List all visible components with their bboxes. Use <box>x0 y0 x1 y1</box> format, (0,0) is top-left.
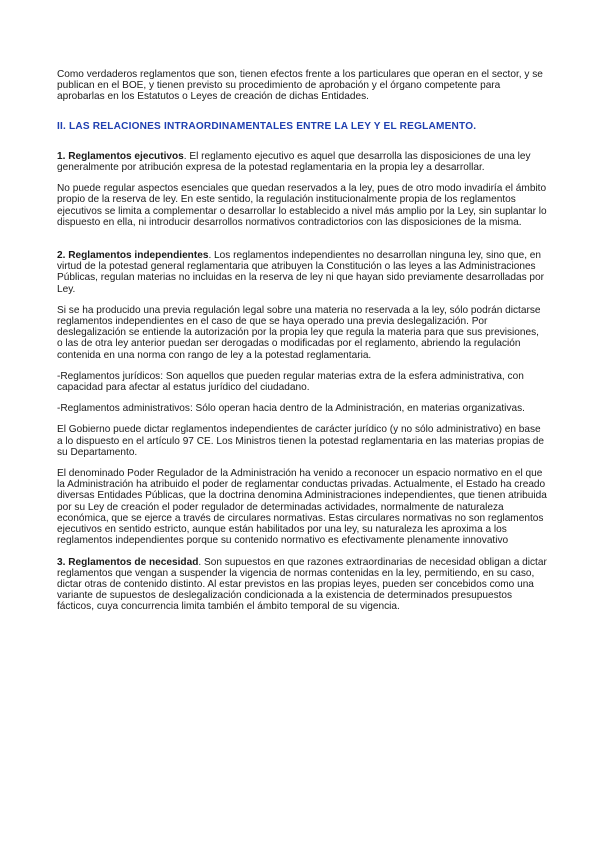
intro-paragraph: Como verdaderos reglamentos que son, tienen efectos frente a los particulares que operan en el sector, y se publican en el BOE, y tienen previsto su procedimiento de aprobación y el órgano competente para aprobarlas en los Estatutos o Leyes de creación de dichas Entidades. <box>57 69 543 103</box>
ejecutivos-paragraph <box>57 151 547 173</box>
reglamentos-administrativos-paragraph: -Reglamentos administrativos: Sólo operan hacia dentro de la Administración, en materias organizativas. <box>57 403 525 415</box>
ejecutivos-text: . El reglamento ejecutivo es aquel que desarrolla las disposiciones de una ley generalmente por atribución expresa de la potestad reglamentaria en la propia ley a desarrollar. <box>57 150 531 174</box>
reglamentos-juridicos-paragraph: -Reglamentos jurídicos: Son aquellos que pueden regular materias extra de la esfera administrativa, con capacidad para afectar al estatus jurídico del ciudadano. <box>57 370 524 394</box>
poder-regulador-paragraph: El denominado Poder Regulador de la Administración ha venido a reconocer un espacio normativo en el que la Administración ha atribuido el poder de reglamentar conductas privadas. Actualmente, el Estado ha creado diversas Entidades Públicas, que la doctrina denomina Administraciones independientes, que tienen atribuida por su Ley de creación el poder regulador de determinadas actividades, normalmente de naturaleza económica, que se ejerce a través de circulares normativas. Estas circulares normativas no son reglamentos ejecutivos en sentido estricto, aunque están habilitados por una ley, su naturaleza les aproxima a los reglamentos independientes porque su contenido normativo es efectivamente plenamente innovativo <box>57 468 547 547</box>
ejecutivos-paragraph-2: No puede regular aspectos esenciales que quedan reservados a la ley, pues de otro modo invadiría el ámbito propio de la reserva de ley. En este sentido, la regulación institucionalmente propia de los reglamentos ejecutivos se limita a complementar o desarrollar lo establecido a nivel más amplio por la Ley, sin suplantar lo dispuesto en ella, ni introducir desarrollos normativos contradictorios con las disposiciones de la misma. <box>57 183 547 228</box>
necesidad-title: 3. Reglamentos de necesidad <box>57 556 199 568</box>
independientes-paragraph <box>57 250 547 295</box>
independientes-text: . Los reglamentos independientes no desarrollan ninguna ley, sino que, en virtud de la potestad general reglamentaria que atribuyen la Constitución o las leyes a las Administraciones Públicas, regulan materias no incluidas en la reserva de ley ni que hayan sido previamente desarrolladas por Ley. <box>57 250 545 295</box>
necesidad-text: . Son supuestos en que razones extraordinarias de necesidad obligan a dictar reglamentos que vengan a suspender la vigencia de normas contenidas en la ley, permitiendo, en su caso, dictar otras de contenido distinto. Al estar previstos en las propias leyes, pueden ser concebidos como una variante de supuestos de deslegalización condicionada a la existencia de determinados presupuestos fácticos, cuya concurrencia limita también el ámbito temporal de su vigencia. <box>57 556 547 613</box>
gobierno-paragraph: El Gobierno puede dictar reglamentos independientes de carácter jurídico (y no sólo administrativo) en base a lo dispuesto en el artículo 97 CE. Los Ministros tienen la potestad reglamentaria en las materias propias de su Departamento. <box>57 424 545 458</box>
necesidad-paragraph <box>57 557 547 613</box>
section-heading: II. LAS RELACIONES INTRAORDINAMENTALES ENTRE LA LEY Y EL REGLAMENTO. <box>57 120 477 132</box>
independientes-title: 2. Reglamentos independientes <box>57 250 209 262</box>
ejecutivos-title: 1. Reglamentos ejecutivos <box>57 150 184 162</box>
document-page <box>57 69 547 623</box>
independientes-paragraph-2: Si se ha producido una previa regulación legal sobre una materia no reservada a la ley, sólo podrán dictarse reglamentos independientes en el caso de que se haya operado una previa deslegalización. Por deslegalización se entiende la autorización por la propia ley que regula la materia para que sus previsiones, o las de otra ley anterior puedan ser derogadas o modificadas por el reglamento, abriendo la regulación contenida en una norma con rango de ley a la potestad reglamentaria. <box>57 304 541 361</box>
